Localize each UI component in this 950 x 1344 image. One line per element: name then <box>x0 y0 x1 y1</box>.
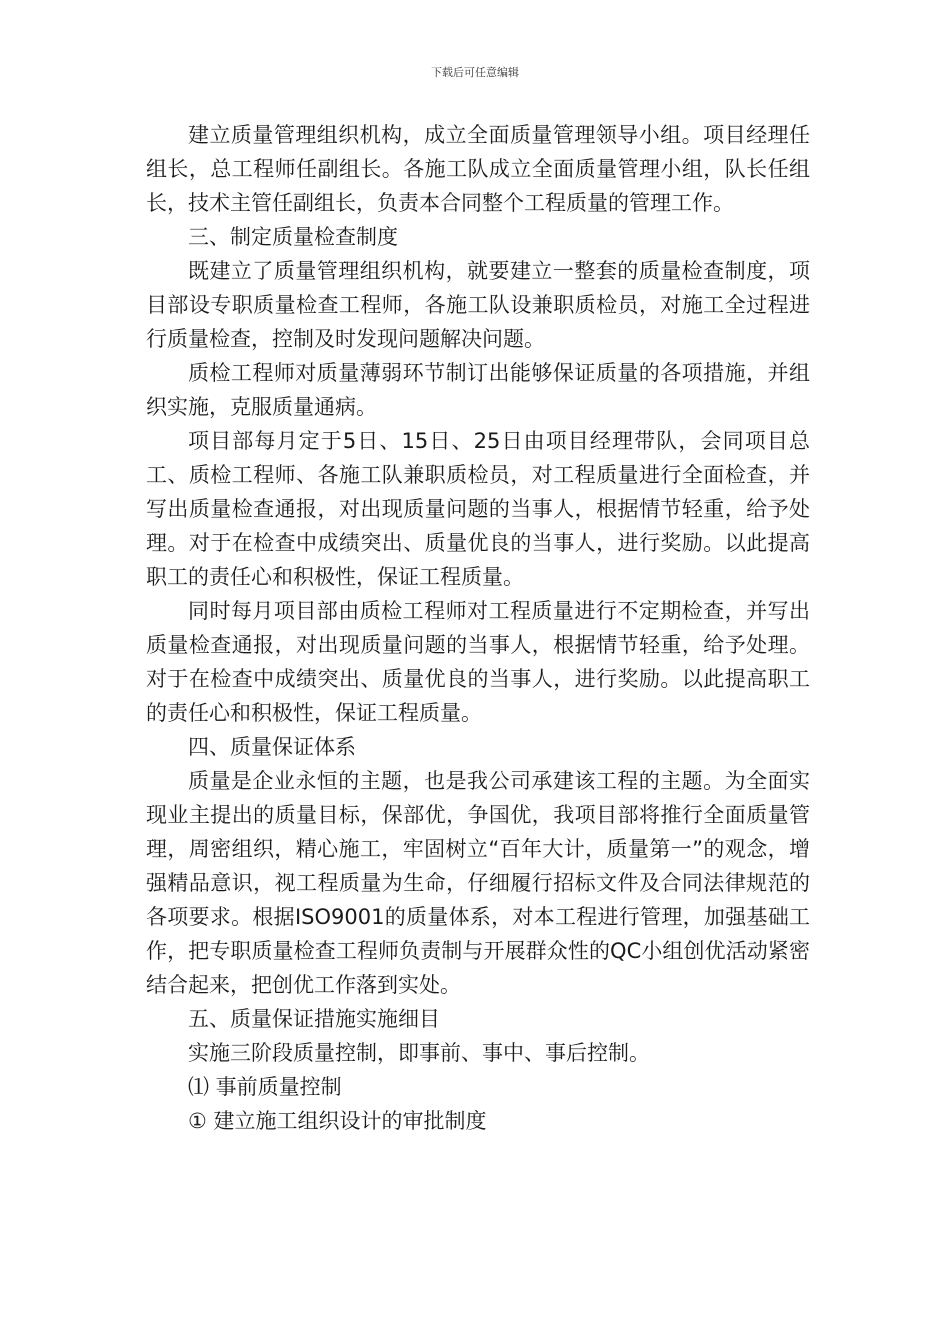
subheading: ⑴ 事前质量控制 <box>188 1075 342 1099</box>
paragraph: 质量是企业永恒的主题，也是我公司承建该工程的主题。为全面实现业主提出的质量目标，保部优，争国优，我项目部将推行全面质量管理，周密组织，精心施工，牢固树立“百年大计，质量第一”的观念，增强精品意识，视工程质量为生命，仔细履行招标文件及合同法律规范的各项要求。根据ISO9001的质量体系，对本工程进行管理，加强基础工作，把专职质量检查工程师负责制与开展群众性的QC小组创优活动紧密结合起来，把创优工作落到实处。 <box>146 769 810 997</box>
list-item: ① 建立施工组织设计的审批制度 <box>188 1109 487 1133</box>
paragraph: 实施三阶段质量控制，即事前、事中、事后控制。 <box>188 1041 650 1065</box>
page-header: 下载后可任意编辑 <box>431 66 519 79</box>
paragraph: 质检工程师对质量薄弱环节制订出能够保证质量的各项措施，并组织实施，克服质量通病。 <box>146 361 810 419</box>
section-heading: 五、质量保证措施实施细目 <box>188 1007 440 1031</box>
paragraph: 建立质量管理组织机构，成立全面质量管理领导小组。项目经理任组长，总工程师任副组长。各施工队成立全面质量管理小组，队长任组长，技术主管任副组长，负责本合同整个工程质量的管理工作。 <box>146 123 810 215</box>
paragraph: 项目部每月定于5日、15日、25日由项目经理带队，会同项目总工、质检工程师、各施工队兼职质检员，对工程质量进行全面检查，并写出质量检查通报，对出现质量问题的当事人，根据情节轻重，给予处理。对于在检查中成绩突出、质量优良的当事人，进行奖励。以此提高职工的责任心和积极性，保证工程质量。 <box>146 429 810 589</box>
paragraph: 既建立了质量管理组织机构，就要建立一整套的质量检查制度，项目部设专职质量检查工程师，各施工队设兼职质检员，对施工全过程进行质量检查，控制及时发现问题解决问题。 <box>146 259 810 351</box>
paragraph: 同时每月项目部由质检工程师对工程质量进行不定期检查，并写出质量检查通报，对出现质量问题的当事人，根据情节轻重，给予处理。对于在检查中成绩突出、质量优良的当事人，进行奖励。以此提高职工的责任心和积极性，保证工程质量。 <box>146 599 810 725</box>
document-body <box>146 118 810 1138</box>
section-heading: 四、质量保证体系 <box>188 735 356 759</box>
section-heading: 三、制定质量检查制度 <box>188 225 398 249</box>
